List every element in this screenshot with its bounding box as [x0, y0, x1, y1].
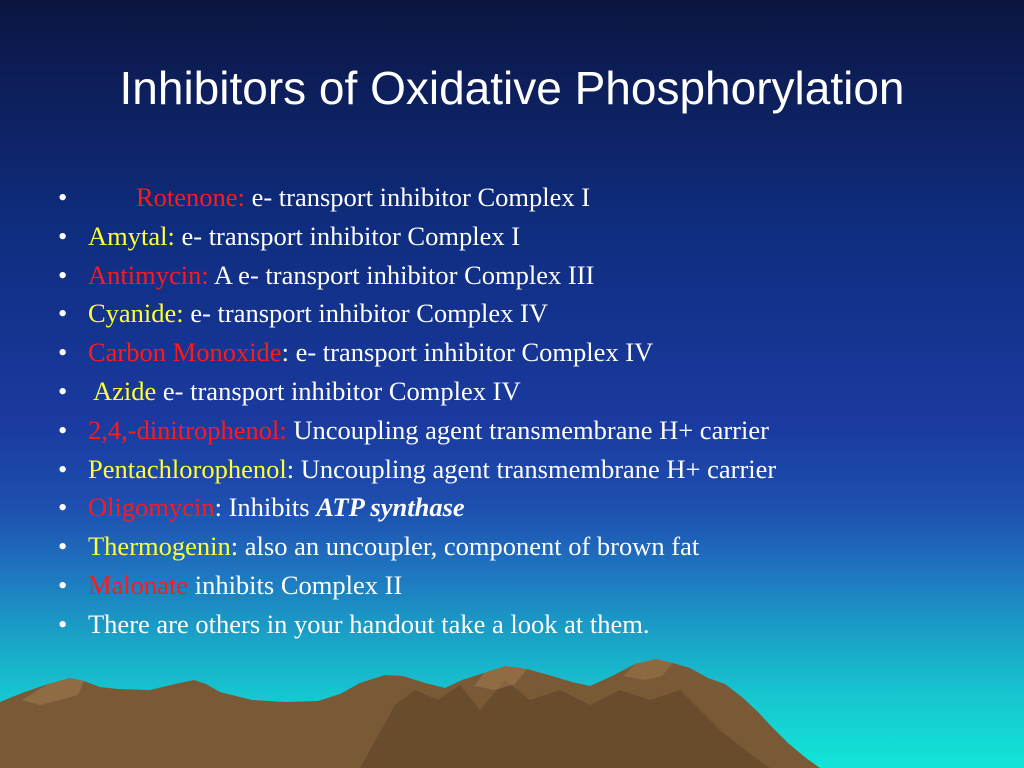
inhibitor-term: Amytal: — [88, 220, 175, 251]
inhibitor-description: : Inhibits — [214, 492, 317, 523]
uncoupler-description: : Uncoupling agent transmembrane H+ carrier — [286, 453, 777, 484]
inhibitor-description: A e- transport inhibitor Complex III — [208, 259, 595, 290]
uncoupler-description: Uncoupling agent transmembrane H+ carrier — [286, 414, 769, 445]
uncoupler-term: Pentachlorophenol — [88, 453, 287, 484]
bullet-icon: • — [58, 492, 68, 523]
inhibitor-term: Malonate — [88, 569, 189, 600]
slide-title: Inhibitors of Oxidative Phosphorylation — [119, 62, 905, 114]
bullet-icon: • — [58, 375, 68, 406]
bullet-icon: • — [58, 220, 68, 251]
uncoupler-description: : also an uncoupler, component of brown fat — [230, 531, 700, 562]
bullet-icon: • — [58, 298, 68, 329]
inhibitor-term: Rotenone: — [136, 182, 245, 212]
bullet-icon: • — [58, 337, 68, 368]
inhibitor-description: e- transport inhibitor Complex I — [244, 182, 591, 212]
atp-synthase-emphasis: ATP synthase — [316, 492, 465, 523]
bullet-icon: • — [58, 414, 68, 445]
inhibitor-term: Cyanide: — [88, 298, 184, 329]
bullet-icon: • — [58, 453, 68, 484]
bullet-icon: • — [58, 608, 68, 639]
inhibitor-description: inhibits Complex II — [188, 569, 403, 600]
inhibitor-description: e- transport inhibitor Complex I — [174, 220, 521, 251]
inhibitor-term: Carbon Monoxide — [88, 337, 282, 368]
bullet-icon: • — [58, 182, 68, 212]
inhibitor-term: Antimycin: — [88, 259, 209, 290]
inhibitor-description: : e- transport inhibitor Complex IV — [281, 337, 654, 368]
inhibitor-term: Azide — [93, 375, 157, 406]
closing-note: There are others in your handout take a look at them. — [88, 608, 650, 639]
uncoupler-term: Thermogenin — [88, 531, 231, 562]
bullet-icon: • — [58, 259, 68, 290]
inhibitor-term: Oligomycin — [88, 492, 215, 523]
bullet-icon: • — [58, 531, 68, 562]
inhibitor-description: e- transport inhibitor Complex IV — [183, 298, 548, 329]
uncoupler-term: 2,4,-dinitrophenol: — [88, 414, 287, 445]
inhibitor-description: e- transport inhibitor Complex IV — [156, 375, 521, 406]
bullet-icon: • — [58, 569, 68, 600]
